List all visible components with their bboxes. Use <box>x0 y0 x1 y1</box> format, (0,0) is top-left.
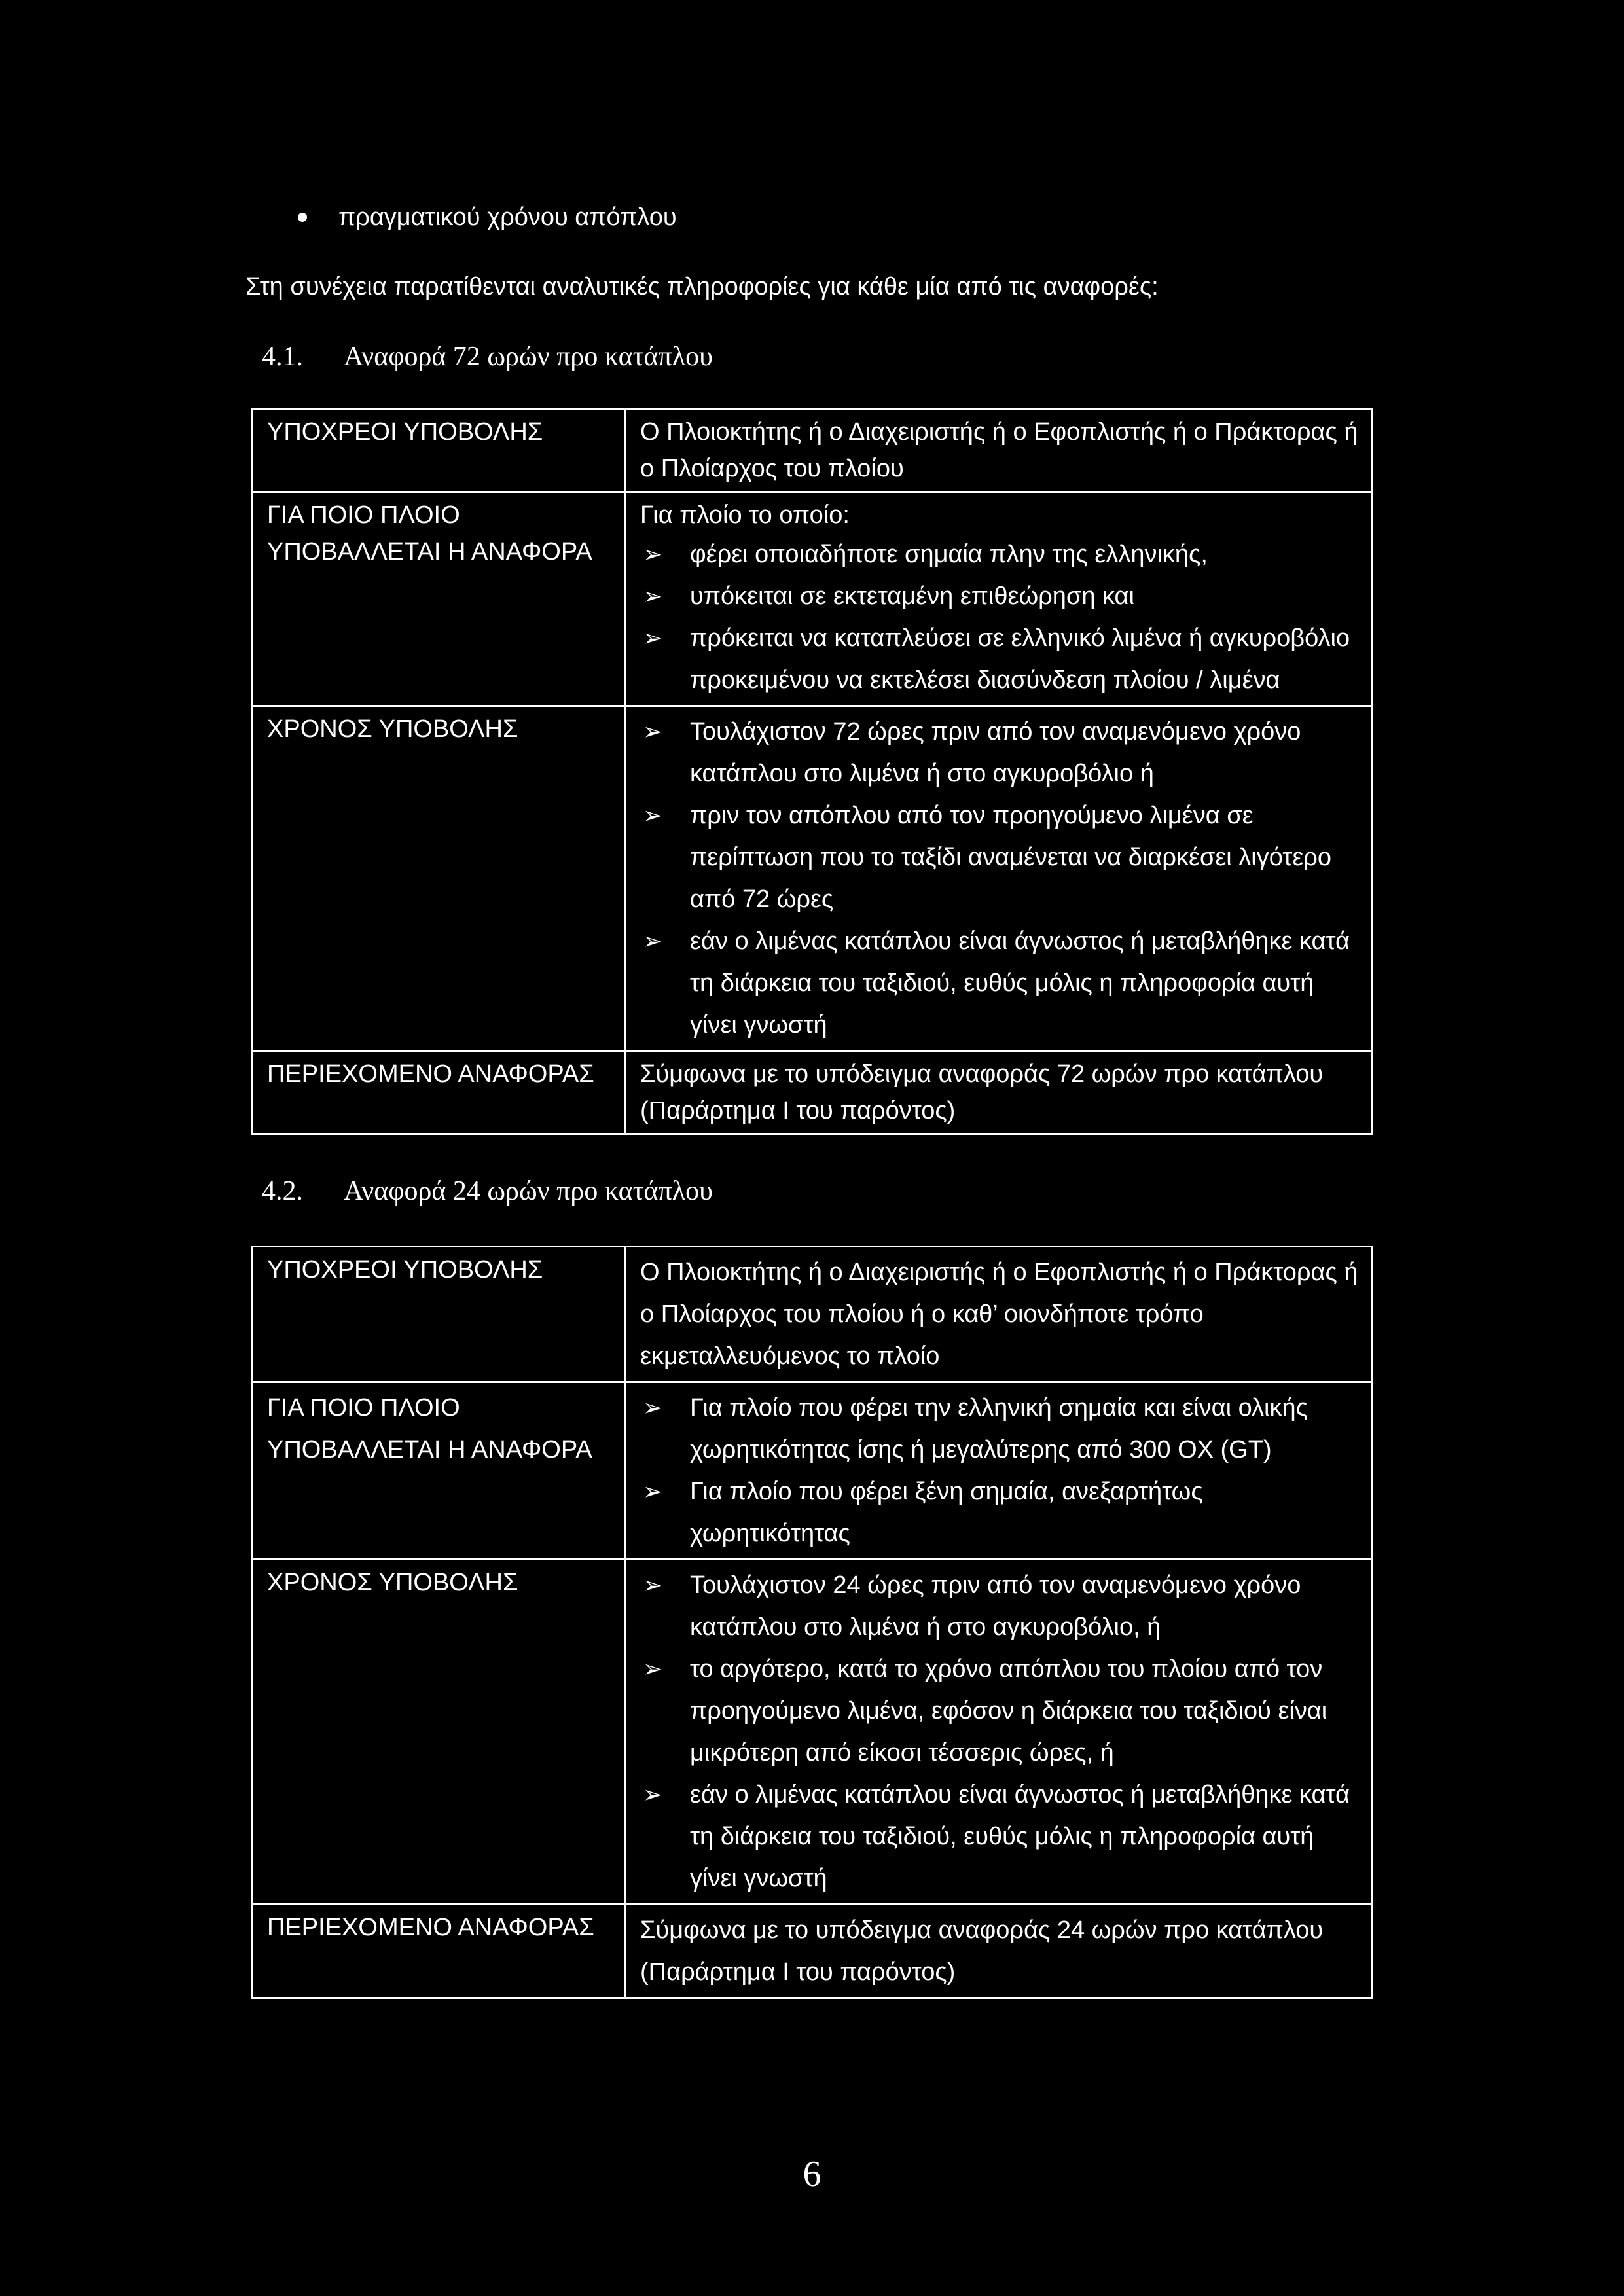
report-table-24h <box>251 1246 1373 1999</box>
list-item: ➢ εάν ο λιμένας κατάπλου είναι άγνωστος ή μεταβλήθηκε κατά τη διάρκεια του ταξιδιού, ευθύς μόλις η πληροφορία αυτή γίνει γνωστή <box>640 1774 1360 1899</box>
row-content: Σύμφωνα με το υπόδειγμα αναφοράς 72 ωρών προ κατάπλου (Παράρτημα Ι του παρόντος) <box>625 1051 1373 1134</box>
row-label: ΓΙΑ ΠΟΙΟ ΠΛΟΙΟ ΥΠΟΒΑΛΛΕΤΑΙ Η ΑΝΑΦΟΡΑ <box>252 492 625 706</box>
section-number: 4.2. <box>262 1176 303 1206</box>
row-content <box>625 1560 1373 1905</box>
table-row <box>252 409 1373 492</box>
list-item: ➢ Για πλοίο που φέρει την ελληνική σημαία και είναι ολικής χωρητικότητας ίσης ή μεγαλύτερης από 300 ΟΧ (GT) <box>640 1387 1360 1471</box>
arrow-bullet-icon: ➢ <box>643 1655 663 1682</box>
arrow-bullet-icon: ➢ <box>643 1571 663 1598</box>
section-number: 4.1. <box>262 342 303 372</box>
table-row <box>252 1905 1373 1998</box>
section-heading-4-2 <box>262 1172 713 1211</box>
row-label: ΧΡΟΝΟΣ ΥΠΟΒΟΛΗΣ <box>252 1560 625 1905</box>
row-label: ΠΕΡΙΕΧΟΜΕΝΟ ΑΝΑΦΟΡΑΣ <box>252 1905 625 1998</box>
row-label: ΧΡΟΝΟΣ ΥΠΟΒΟΛΗΣ <box>252 706 625 1051</box>
list-item: ➢ το αργότερο, κατά το χρόνο απόπλου του πλοίου από τον προηγούμενο λιμένα, εφόσον η διάρκεια του ταξιδιού είναι μικρότερη από είκοσι τέσσερις ώρες, ή <box>640 1648 1360 1774</box>
row-content: Σύμφωνα με το υπόδειγμα αναφοράς 24 ωρών προ κατάπλου (Παράρτημα Ι του παρόντος) <box>625 1905 1373 1998</box>
table-row <box>252 706 1373 1051</box>
list-item: ➢ φέρει οποιαδήποτε σημαία πλην της ελληνικής, <box>640 533 1360 575</box>
list-item: ➢ Τουλάχιστον 24 ώρες πριν από τον αναμενόμενο χρόνο κατάπλου στο λιμένα ή στο αγκυροβόλιο, ή <box>640 1564 1360 1648</box>
section-heading-4-1 <box>262 337 713 376</box>
arrow-bullet-icon: ➢ <box>643 1478 663 1505</box>
page-number: 6 <box>803 2154 821 2195</box>
row-content <box>625 1382 1373 1560</box>
row-content <box>625 492 1373 706</box>
arrow-bullet-icon: ➢ <box>643 624 663 651</box>
table-row <box>252 1051 1373 1134</box>
table-row <box>252 1247 1373 1382</box>
row-content: Ο Πλοιοκτήτης ή ο Διαχειριστής ή ο Εφοπλιστής ή ο Πράκτορας ή ο Πλοίαρχος του πλοίου ή ο καθ’ οιονδήποτε τρόπο εκμεταλλευόμενος το πλοίο <box>625 1247 1373 1382</box>
arrow-bullet-icon: ➢ <box>643 1394 663 1421</box>
bullet-dot-icon <box>298 213 307 222</box>
list-item: ➢ Τουλάχιστον 72 ώρες πριν από τον αναμενόμενο χρόνο κατάπλου στο λιμένα ή στο αγκυροβόλιο ή <box>640 711 1360 795</box>
row-content <box>625 706 1373 1051</box>
report-table-72h <box>251 408 1373 1135</box>
table-row <box>252 1560 1373 1905</box>
arrow-bullet-icon: ➢ <box>643 718 663 745</box>
list-item: ➢ πρόκειται να καταπλεύσει σε ελληνικό λιμένα ή αγκυροβόλιο προκειμένου να εκτελέσει διασύνδεση πλοίου / λιμένα <box>640 617 1360 701</box>
row-label: ΓΙΑ ΠΟΙΟ ΠΛΟΙΟ ΥΠΟΒΑΛΛΕΤΑΙ Η ΑΝΑΦΟΡΑ <box>252 1382 625 1560</box>
bullet-list-item <box>298 199 677 236</box>
arrow-bullet-icon: ➢ <box>643 1781 663 1808</box>
arrow-bullet-icon: ➢ <box>643 541 663 567</box>
table-row <box>252 492 1373 706</box>
row-content: Ο Πλοιοκτήτης ή ο Διαχειριστής ή ο Εφοπλιστής ή ο Πράκτορας ή ο Πλοίαρχος του πλοίου <box>625 409 1373 492</box>
section-title: Αναφορά 72 ωρών προ κατάπλου <box>344 342 713 372</box>
row-label: ΥΠΟΧΡΕΟΙ ΥΠΟΒΟΛΗΣ <box>252 409 625 492</box>
list-item: ➢ εάν ο λιμένας κατάπλου είναι άγνωστος ή μεταβλήθηκε κατά τη διάρκεια του ταξιδιού, ευθύς μόλις η πληροφορία αυτή γίνει γνωστή <box>640 920 1360 1046</box>
table-row <box>252 1382 1373 1560</box>
arrow-bullet-icon: ➢ <box>643 927 663 954</box>
bullet-text: πραγματικού χρόνου απόπλου <box>338 204 677 231</box>
section-title: Αναφορά 24 ωρών προ κατάπλου <box>344 1176 713 1206</box>
list-item: ➢ υπόκειται σε εκτεταμένη επιθεώρηση και <box>640 575 1360 617</box>
row-intro-text: Για πλοίο το οποίο: <box>640 501 850 529</box>
arrow-bullet-icon: ➢ <box>643 802 663 829</box>
intro-paragraph: Στη συνέχεια παρατίθενται αναλυτικές πληροφορίες για κάθε μία από τις αναφορές: <box>245 273 1159 300</box>
list-item: ➢ πριν τον απόπλου από τον προηγούμενο λιμένα σε περίπτωση που το ταξίδι αναμένεται να διαρκέσει λιγότερο από 72 ώρες <box>640 795 1360 920</box>
list-item: ➢ Για πλοίο που φέρει ξένη σημαία, ανεξαρτήτως χωρητικότητας <box>640 1471 1360 1554</box>
arrow-bullet-icon: ➢ <box>643 583 663 609</box>
row-label: ΥΠΟΧΡΕΟΙ ΥΠΟΒΟΛΗΣ <box>252 1247 625 1382</box>
row-label: ΠΕΡΙΕΧΟΜΕΝΟ ΑΝΑΦΟΡΑΣ <box>252 1051 625 1134</box>
